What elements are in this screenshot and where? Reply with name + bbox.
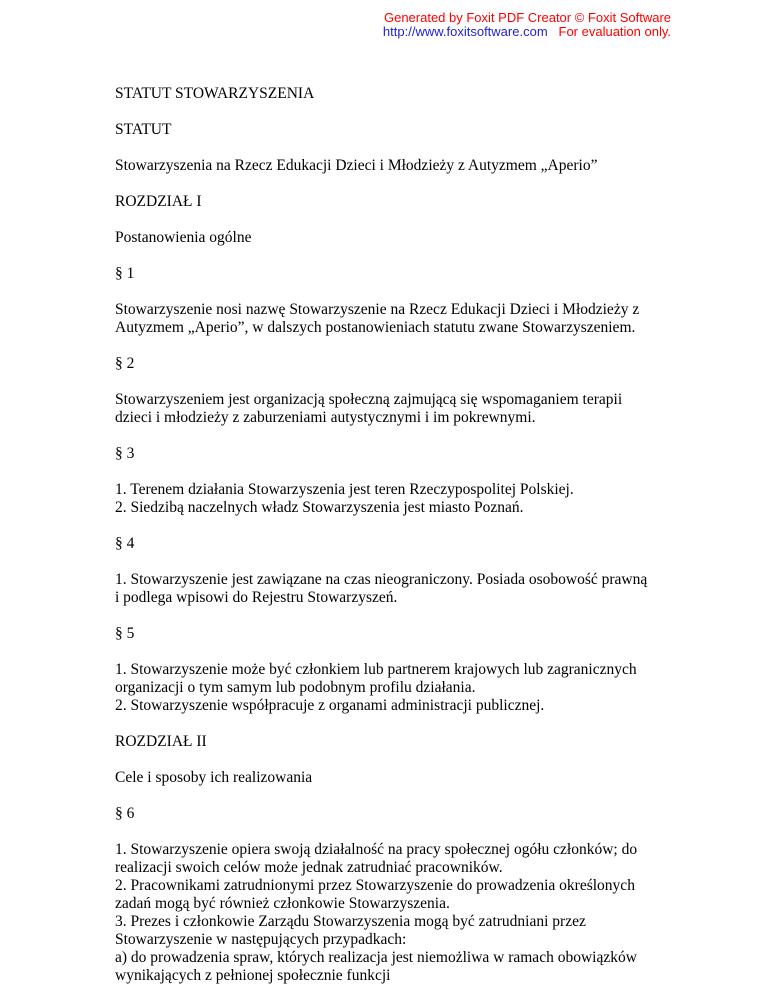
watermark-line1: Generated by Foxit PDF Creator © Foxit Software — [383, 10, 671, 25]
paragraph-6-line: 1. Stowarzyszenie opiera swoją działalność na pracy społecznej ogółu członków; do — [115, 841, 638, 858]
chapter-2-title: ROZDZIAŁ II — [115, 733, 207, 750]
paragraph-6-line: zadań mogą być również członkowie Stowarzyszenia. — [115, 895, 450, 912]
paragraph-4-text — [115, 571, 675, 607]
paragraph-6-line: a) do prowadzenia spraw, których realizacja jest niemożliwa w ramach obowiązków — [115, 949, 637, 966]
watermark-link[interactable]: http://www.foxitsoftware.com — [382, 24, 548, 39]
paragraph-6-mark: § 6 — [115, 805, 135, 822]
watermark-line2 — [383, 25, 671, 39]
paragraph-2-line: dzieci i młodzieży z zaburzeniami autystycznymi i im pokrewnymi. — [115, 409, 536, 426]
chapter-1-title: ROZDZIAŁ I — [115, 193, 202, 210]
paragraph-5-text — [115, 661, 675, 715]
paragraph-1-mark: § 1 — [115, 265, 135, 282]
paragraph-4-line: i podlega wpisowi do Rejestru Stowarzyszeń. — [115, 589, 398, 606]
paragraph-2-text — [115, 391, 675, 427]
paragraph-2-mark: § 2 — [115, 355, 135, 372]
paragraph-4-mark: § 4 — [115, 535, 135, 552]
paragraph-2-line: Stowarzyszeniem jest organizacją społeczną zajmującą się wspomaganiem terapii — [115, 391, 623, 408]
paragraph-5-line: 2. Stowarzyszenie współpracuje z organami administracji publicznej. — [115, 697, 545, 714]
paragraph-6-line: 3. Prezes i członkowie Zarządu Stowarzyszenia mogą być zatrudniani przez — [115, 913, 586, 930]
paragraph-6-text — [115, 841, 675, 985]
chapter-1-subtitle: Postanowienia ogólne — [115, 229, 252, 246]
paragraph-3-mark: § 3 — [115, 445, 135, 462]
paragraph-6-line: Stowarzyszenie w następujących przypadkach: — [115, 931, 407, 948]
paragraph-5-line: organizacji o tym samym lub podobnym profilu działania. — [115, 679, 476, 696]
paragraph-5-mark: § 5 — [115, 625, 135, 642]
document-subheading: STATUT — [115, 121, 172, 138]
foxit-watermark — [383, 11, 671, 39]
association-full-name: Stowarzyszenia na Rzecz Edukacji Dzieci i Młodzieży z Autyzmem „Aperio” — [115, 157, 598, 174]
paragraph-3-line: 2. Siedzibą naczelnych władz Stowarzyszenia jest miasto Poznań. — [115, 499, 524, 516]
paragraph-1-text — [115, 301, 675, 337]
paragraph-6-line: 2. Pracownikami zatrudnionymi przez Stowarzyszenie do prowadzenia określonych — [115, 877, 635, 894]
paragraph-1-line: Stowarzyszenie nosi nazwę Stowarzyszenie na Rzecz Edukacji Dzieci i Młodzieży z — [115, 301, 640, 318]
document-page — [115, 85, 675, 1003]
paragraph-3-line: 1. Terenem działania Stowarzyszenia jest teren Rzeczypospolitej Polskiej. — [115, 481, 574, 498]
document-heading: STATUT STOWARZYSZENIA — [115, 85, 315, 102]
paragraph-4-line: 1. Stowarzyszenie jest zawiązane na czas nieograniczony. Posiada osobowość prawną — [115, 571, 648, 588]
paragraph-3-text — [115, 481, 675, 517]
paragraph-6-line: realizacji swoich celów może jednak zatrudniać pracowników. — [115, 859, 503, 876]
watermark-evaluation-note: For evaluation only. — [558, 24, 671, 39]
paragraph-6-line: wynikających z pełnionej społecznie funkcji — [115, 967, 391, 984]
paragraph-1-line: Autyzmem „Aperio”, w dalszych postanowieniach statutu zwane Stowarzyszeniem. — [115, 319, 636, 336]
chapter-2-subtitle: Cele i sposoby ich realizowania — [115, 769, 313, 786]
paragraph-5-line: 1. Stowarzyszenie może być członkiem lub partnerem krajowych lub zagranicznych — [115, 661, 637, 678]
